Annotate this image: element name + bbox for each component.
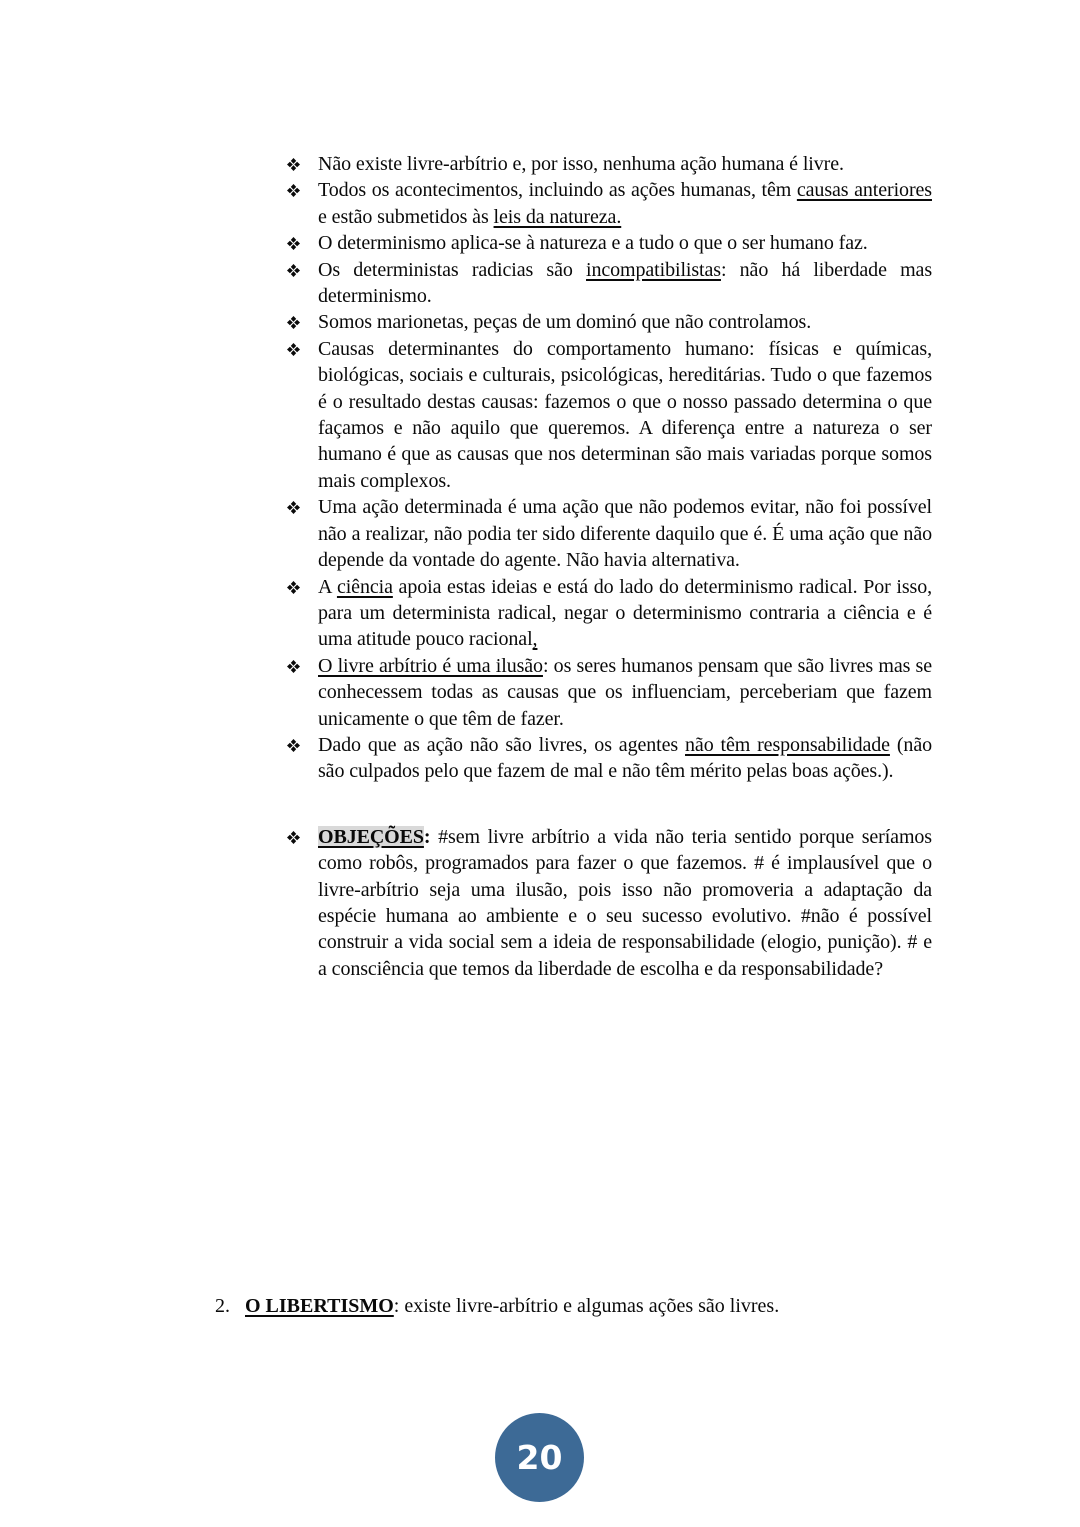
text-run: (não são culpados pelo que fazem de mal e não têm mérito pelas boas ações.). — [318, 733, 932, 783]
underlined-term: leis da natureza. — [493, 205, 622, 228]
text-run: Dado que as ação não são livres, os agentes — [318, 733, 686, 756]
diamond-bullet-icon — [287, 831, 300, 844]
text-run: Uma ação determinada é uma ação que não podemos evitar, não foi possível não a realizar, não podia ter sido diferente daquilo que é. É uma ação que não depende da vontade do agente. Não havia alternativa. — [318, 496, 932, 572]
diamond-bullet-icon — [287, 184, 300, 197]
bullet-text — [318, 826, 932, 980]
text-run: : existe livre-arbítrio e algumas ações são livres. — [393, 1295, 780, 1317]
underlined-term: não têm responsabilidade — [685, 733, 890, 756]
underlined-term: O LIBERTISMO — [245, 1295, 394, 1317]
bullet-item — [286, 177, 932, 230]
bullet-text — [318, 338, 932, 492]
diamond-bullet-icon — [287, 581, 300, 594]
text-run: e estão submetidos às — [318, 205, 494, 228]
bullet-text — [318, 734, 932, 782]
bullet-text — [318, 179, 932, 227]
bullet-item — [286, 732, 932, 785]
bullet-item — [286, 336, 932, 494]
bullet-item — [286, 309, 932, 335]
text-run: O determinismo aplica-se à natureza e a tudo o que o ser humano faz. — [318, 232, 868, 255]
underlined-term: causas anteriores — [796, 179, 932, 202]
bullet-item — [286, 257, 932, 310]
underlined-term: incompatibilistas — [586, 258, 721, 281]
text-run: #sem livre arbítrio a vida não teria sentido porque seríamos como robôs, programados para fazer o que fazemos. # é implausível que o livre-arbítrio seja uma ilusão, pois isso não promoveria a adaptação da espécie humana ao ambiente e o seu sucesso evolutivo. #não é possível construir a vida social sem a ideia de responsabilidade (elogio, punição). # e a consciência que temos da liberdade de escolha e da responsabilidade? — [318, 825, 932, 980]
bullet-item — [286, 494, 932, 573]
diamond-bullet-icon — [287, 739, 300, 752]
text-run: : não há liberdade mas determinismo. — [318, 258, 932, 308]
bullet-item — [286, 653, 932, 732]
text-run: Não existe livre-arbítrio e, por isso, nenhuma ação humana é livre. — [318, 153, 844, 175]
text-run: Somos marionetas, peças de um dominó que não controlamos. — [318, 311, 812, 334]
item-text — [245, 1295, 779, 1317]
diamond-bullet-icon — [287, 237, 300, 250]
highlighted-term: OBJEÇÕES — [318, 825, 424, 848]
list-item-libertismo — [215, 1293, 935, 1319]
text-run: Todos os acontecimentos, incluindo as ações humanas, têm — [318, 179, 797, 202]
page-number-badge — [495, 1413, 584, 1502]
diamond-bullet-icon — [287, 264, 300, 277]
diamond-bullet-icon — [287, 158, 300, 171]
text-run: apoia estas ideias e está do lado do determinismo radical. Por isso, para um determinista radical, negar o determinismo contraria a ciência e é uma atitude pouco racional — [318, 575, 932, 651]
bullet-item — [286, 230, 932, 256]
bullet-item — [286, 574, 932, 653]
text-run: Os deterministas radicias são — [318, 258, 587, 281]
underlined-term: ciência — [336, 575, 393, 598]
item-number: 2. — [215, 1295, 230, 1317]
text-run: Causas determinantes do comportamento humano: físicas e químicas, biológicas, sociais e culturais, psicológicas, hereditárias. Tudo o que fazemos é o resultado destas causas: fazemos o que o nosso passado determina o que façamos e não aquilo que queremos. A diferença entre a natureza o ser humano é que as causas que nos determinan são mais variadas porque somos mais complexos. — [318, 337, 932, 492]
text-run: : os seres humanos pensam que são livres mas se conhecessem todas as causas que os influenciam, perceberiam que fazem unicamente o que têm de fazer. — [318, 654, 933, 730]
underlined-term: , — [532, 628, 538, 651]
page-number: 20 — [516, 1438, 563, 1477]
bullet-item — [286, 151, 932, 177]
bullet-list — [286, 151, 932, 982]
text-run: A — [318, 575, 337, 598]
bullet-text — [318, 311, 811, 333]
bullet-text — [318, 153, 844, 175]
bullet-text — [318, 259, 932, 307]
bullet-item — [286, 824, 932, 982]
bullet-text — [318, 655, 932, 730]
diamond-bullet-icon — [287, 316, 300, 329]
diamond-bullet-icon — [287, 660, 300, 673]
diamond-bullet-icon — [287, 343, 300, 356]
diamond-bullet-icon — [287, 501, 300, 514]
bullet-text — [318, 232, 868, 254]
bullet-text — [318, 496, 932, 571]
bullet-text — [318, 576, 932, 651]
text-run: : — [423, 825, 431, 848]
underlined-term: O livre arbítrio é uma ilusão — [318, 654, 543, 677]
